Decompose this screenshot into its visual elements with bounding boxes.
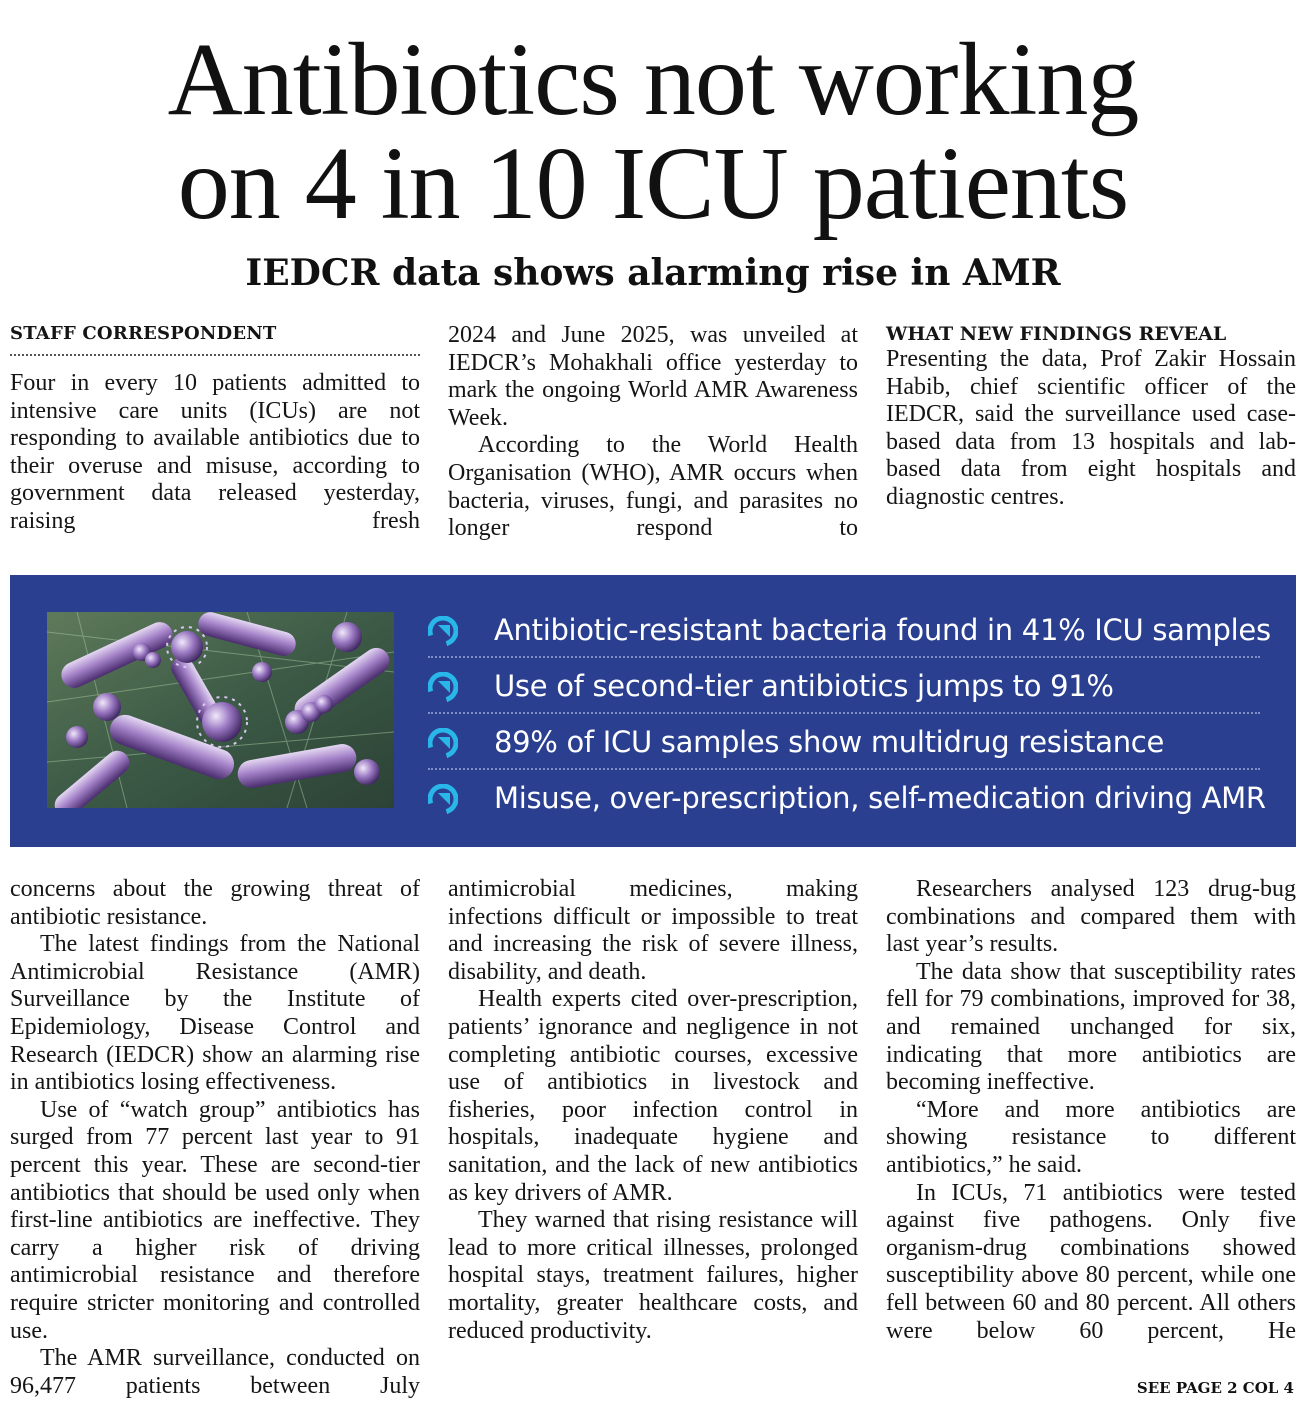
- highlight-text: Use of second-tier antibiotics jumps to 91%: [494, 669, 1114, 703]
- highlight-text: 89% of ICU samples show multidrug resistance: [494, 725, 1164, 759]
- paragraph: concerns about the growing threat of antibiotic resistance.: [10, 876, 420, 930]
- continued-jump-line: SEE PAGE 2 COL 4: [1136, 1379, 1294, 1397]
- paragraph: 2024 and June 2025, was unveiled at IEDCR’s Mohakhali office yesterday to mark the ongoing World AMR Awareness Week.: [448, 322, 858, 431]
- top-column-2: [448, 322, 858, 543]
- paragraph: Health experts cited over-prescription, patients’ ignorance and negligence in not completing antibiotic courses, excessive use of antibiotics in livestock and fisheries, poor infection control in hospitals, inadequate hygiene and sanitation, and the lack of new antibiotics as key drivers of AMR.: [448, 986, 858, 1206]
- bottom-column-1: [10, 876, 420, 1400]
- headline: [0, 22, 1306, 241]
- highlight-item: [428, 770, 1266, 826]
- top-column-1: [10, 322, 420, 536]
- paragraph: According to the World Health Organisation (WHO), AMR occurs when bacteria, viruses, fungi, and parasites no longer respond to: [448, 432, 858, 542]
- highlights-list: [428, 602, 1271, 826]
- paragraph: In ICUs, 71 antibiotics were tested against five pathogens. Only five organism-drug combinations showed susceptibility above 80 percent, while one fell between 60 and 80 percent. All others were below 60 percent, He: [886, 1179, 1296, 1344]
- paragraph: Researchers analysed 123 drug-bug combinations and compared them with last year’s results.: [886, 876, 1296, 958]
- headline-line-1: Antibiotics not working: [167, 22, 1139, 137]
- headline-line-2: on 4 in 10 ICU patients: [177, 126, 1129, 241]
- paragraph: Four in every 10 patients admitted to intensive care units (ICUs) are not responding to available antibiotics due to their overuse and misuse, according to government data released yesterday, raising fresh: [10, 370, 420, 534]
- highlight-text: Antibiotic-resistant bacteria found in 41% ICU samples: [494, 613, 1271, 647]
- byline-divider: [10, 354, 420, 356]
- bottom-column-3: [886, 876, 1296, 1345]
- paragraph: The latest findings from the National Antimicrobial Resistance (AMR) Surveillance by the Institute of Epidemiology, Disease Control and Research (IEDCR) show an alarming rise in antibiotics losing effectiveness.: [10, 931, 420, 1096]
- arrow-circle-icon: [428, 672, 458, 702]
- highlight-item: [428, 602, 1271, 658]
- section-heading: WHAT NEW FINDINGS REVEAL: [886, 323, 1227, 345]
- paragraph: Use of “watch group” antibiotics has surged from 77 percent last year to 91 percent this year. These are second-tier antibiotics that should be used only when first-line antibiotics are ineffective. They carry a higher risk of driving antimicrobial resistance and therefore require stricter monitoring and controlled use.: [10, 1096, 420, 1344]
- highlights-banner: [10, 575, 1296, 847]
- bottom-column-2: [448, 876, 858, 1345]
- bacteria-illustration: [47, 612, 394, 808]
- highlight-item: [428, 714, 1260, 770]
- paragraph: Presenting the data, Prof Zakir Hossain Habib, chief scientific officer of the IEDCR, said the surveillance used case-based data from 13 hospitals and lab-based data from eight hospitals and diagnostic centres.: [886, 346, 1296, 510]
- paragraph: “More and more antibiotics are showing resistance to different antibiotics,” he said.: [886, 1096, 1296, 1178]
- subhead: IEDCR data shows alarming rise in AMR: [245, 252, 1061, 294]
- top-column-3: [886, 322, 1296, 512]
- paragraph: The data show that susceptibility rates fell for 79 combinations, improved for 38, and remained unchanged for six, indicating that more antibiotics are becoming ineffective.: [886, 958, 1296, 1096]
- highlight-text: Misuse, over-prescription, self-medication driving AMR: [494, 781, 1266, 815]
- highlight-item: [428, 658, 1260, 714]
- arrow-circle-icon: [428, 616, 458, 646]
- paragraph: They warned that rising resistance will lead to more critical illnesses, prolonged hospital stays, treatment failures, higher mortality, greater healthcare costs, and reduced productivity.: [448, 1207, 858, 1344]
- paragraph: antimicrobial medicines, making infections difficult or impossible to treat and increasing the risk of severe illness, disability, and death.: [448, 876, 858, 985]
- arrow-circle-icon: [428, 728, 458, 758]
- byline: STAFF CORRESPONDENT: [10, 323, 277, 344]
- arrow-circle-icon: [428, 784, 458, 814]
- paragraph: The AMR surveillance, conducted on 96,477 patients between July: [10, 1345, 420, 1399]
